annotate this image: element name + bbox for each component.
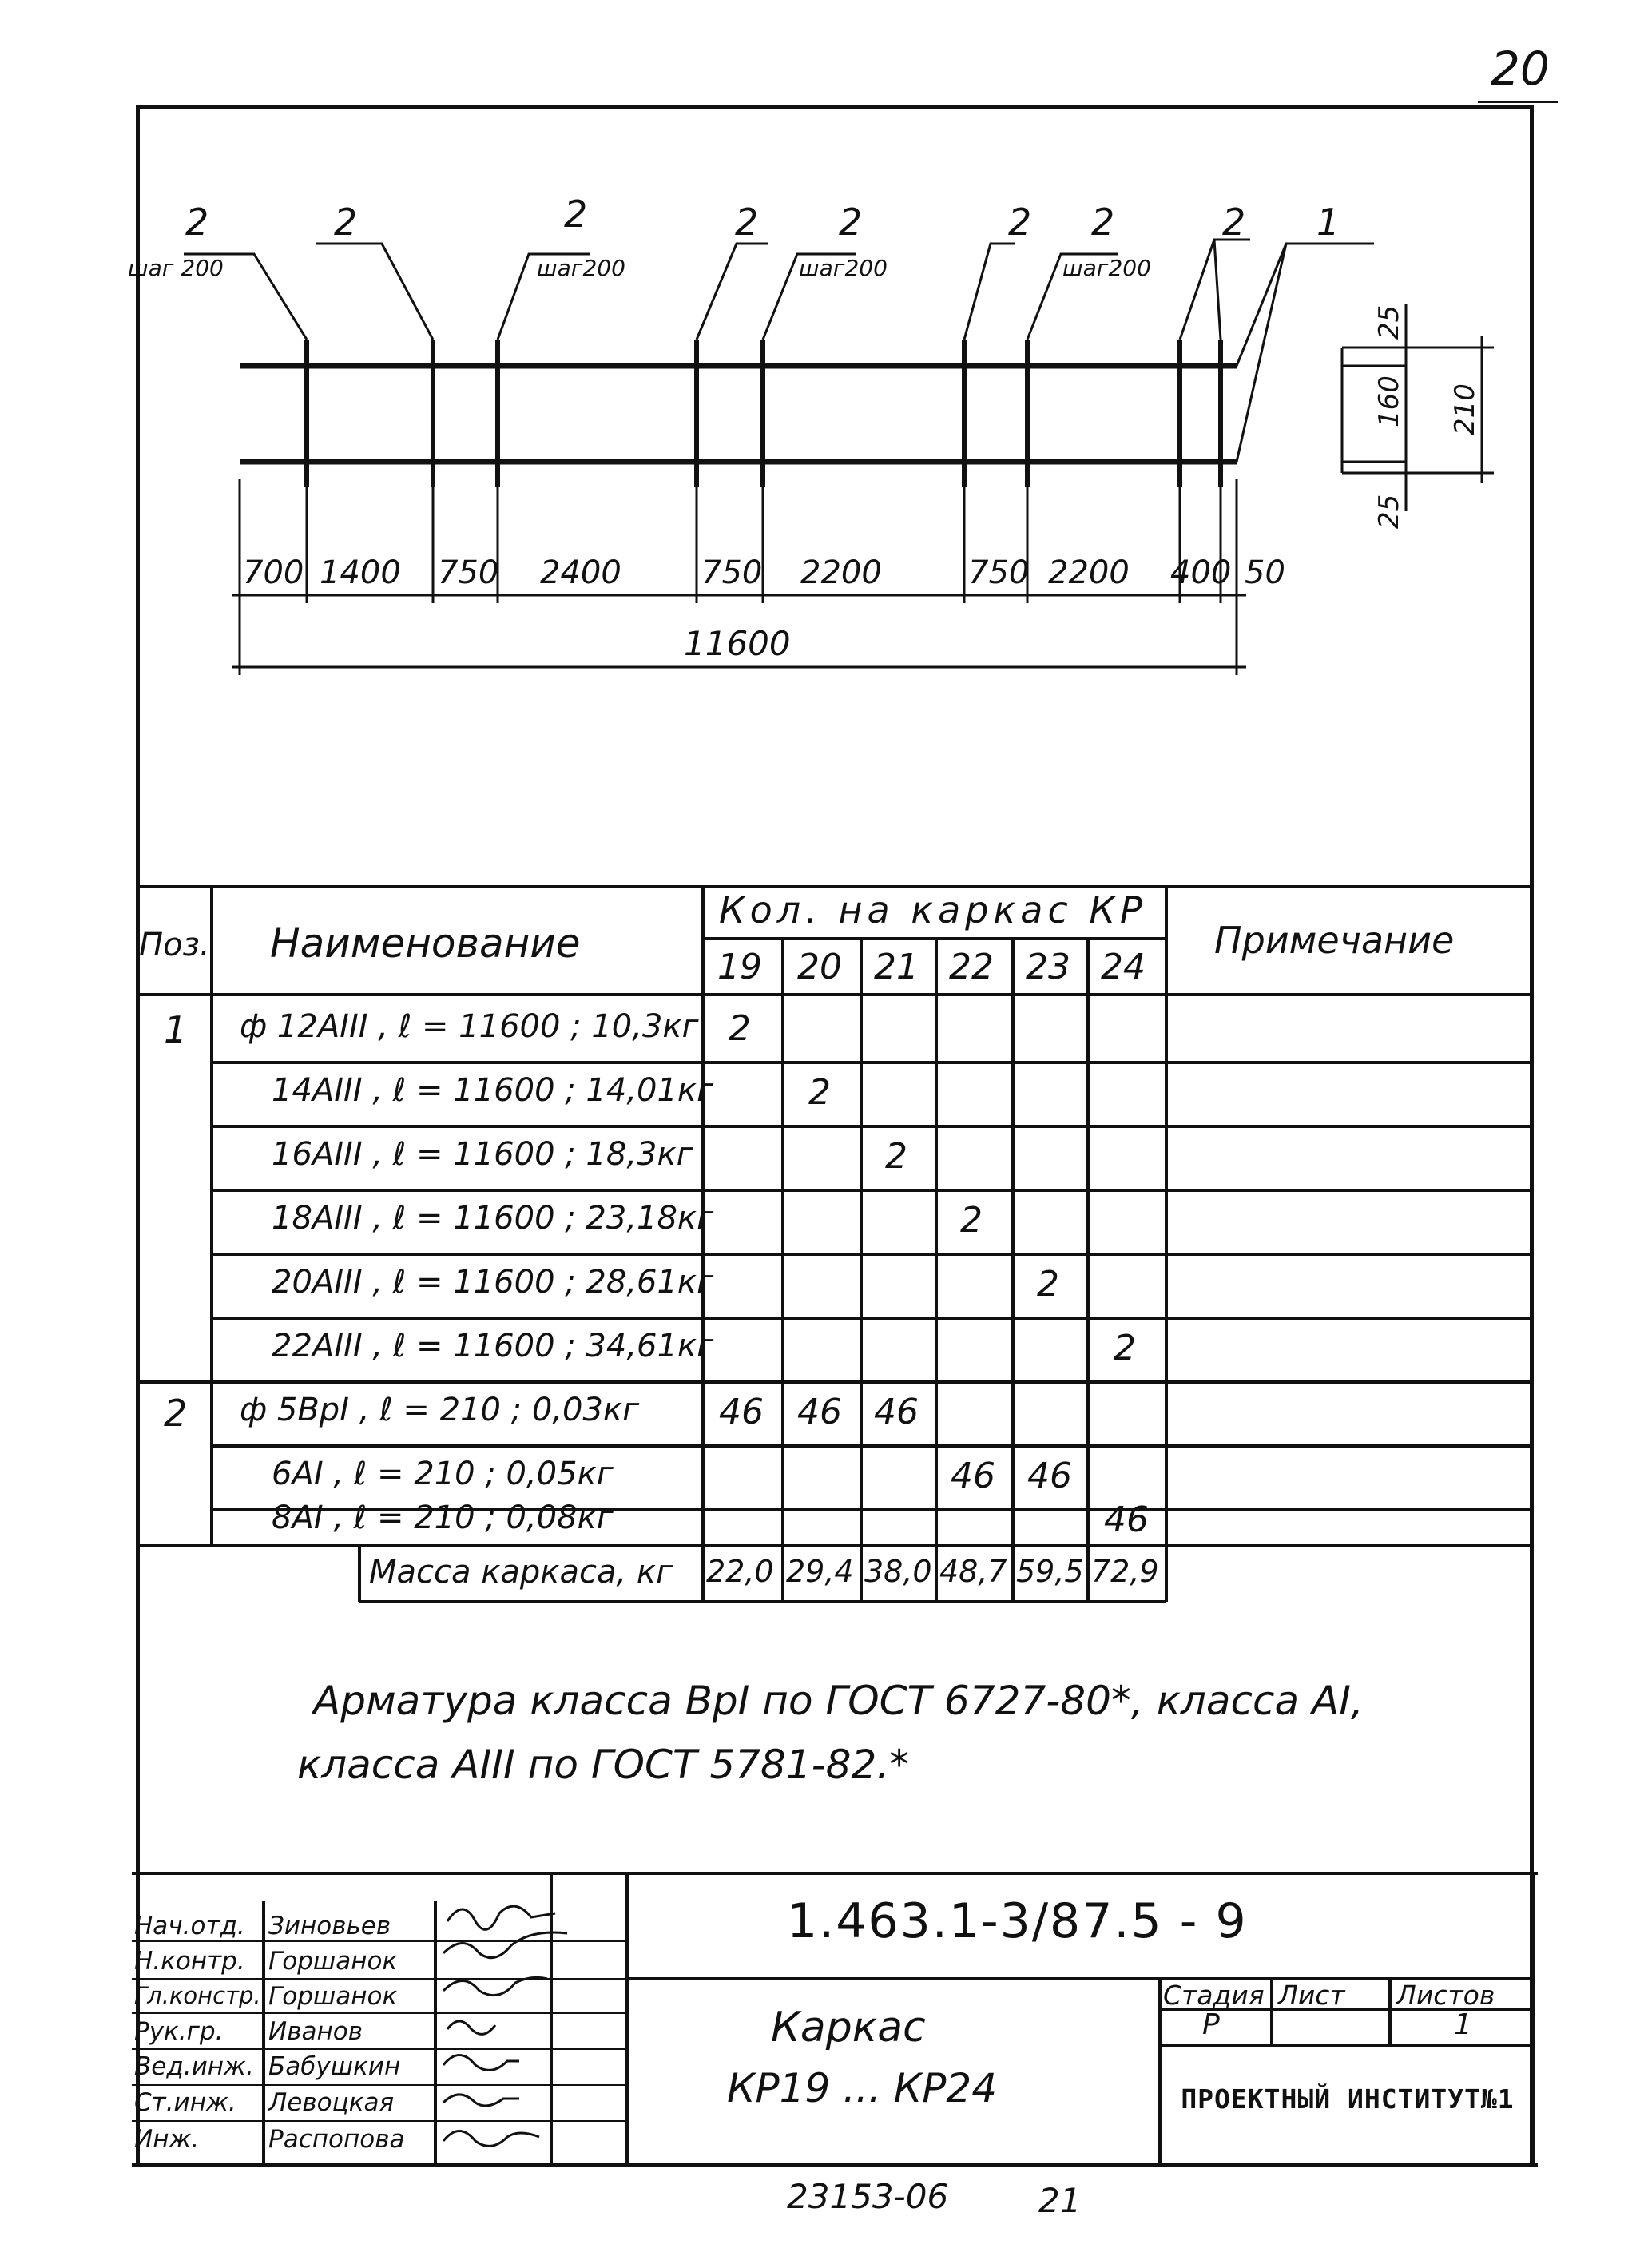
- callout-pos: 1: [1316, 201, 1340, 244]
- row-name: 8АI , ℓ = 210 ; 0,08кг: [272, 1499, 614, 1536]
- qty-col-21: 21: [874, 947, 919, 987]
- dim-label: 700: [243, 554, 304, 591]
- header-name: Наименование: [270, 920, 581, 967]
- row-qty: 2: [1037, 1264, 1059, 1305]
- mass-label: Масса каркаса, кг: [369, 1554, 673, 1591]
- qty-col-22: 22: [949, 947, 994, 987]
- row-name: 22АIII , ℓ = 11600 ; 34,61кг: [272, 1328, 714, 1364]
- row-pos: 2: [164, 1392, 188, 1435]
- row-name: 6АI , ℓ = 210 ; 0,05кг: [272, 1456, 614, 1492]
- organization: ПРОЕКТНЫЙ ИНСТИТУТ№1: [1181, 2083, 1515, 2115]
- row-qty: 46: [951, 1456, 995, 1496]
- sheets-value: 1: [1454, 2008, 1472, 2041]
- section-dim-top: 25: [1373, 304, 1405, 340]
- callout-step: шаг200: [799, 255, 888, 281]
- callout-pos: 2: [1008, 201, 1032, 244]
- staff-role: Рук.гр.: [134, 2017, 224, 2046]
- signatures: [443, 1906, 567, 2146]
- staff-role: Гл.констр.: [134, 1982, 261, 2009]
- note-line-2: класса АIII по ГОСТ 5781-82.*: [297, 1742, 910, 1788]
- stage-value: Р: [1202, 2008, 1220, 2041]
- section-dim-mid: 160: [1373, 375, 1405, 427]
- row-qty: 46: [874, 1392, 919, 1432]
- row-qty: 46: [719, 1392, 764, 1432]
- row-name: ф 5ВрI , ℓ = 210 ; 0,03кг: [240, 1392, 640, 1428]
- header-qty-group: Кол. на каркас КР: [719, 888, 1147, 931]
- drawing-title-line-2: КР19 ... КР24: [727, 2065, 998, 2111]
- row-qty: 2: [960, 1200, 983, 1241]
- mass-value: 59,5: [1016, 1554, 1084, 1589]
- dim-label: 2200: [1048, 554, 1130, 591]
- row-name: 14АIII , ℓ = 11600 ; 14,01кг: [272, 1072, 714, 1109]
- qty-col-20: 20: [797, 947, 842, 987]
- sheets-label: Листов: [1396, 1980, 1495, 2011]
- qty-col-24: 24: [1101, 947, 1146, 987]
- header-pos: Поз.: [139, 927, 210, 963]
- callout-pos: 2: [1222, 201, 1246, 244]
- staff-role: Н.контр.: [134, 1947, 245, 1976]
- dim-label: 1400: [320, 554, 401, 591]
- row-name: 20АIII , ℓ = 11600 ; 28,61кг: [272, 1264, 714, 1301]
- dim-label: 750: [701, 554, 763, 591]
- note-line-1: Арматура класса ВрI по ГОСТ 6727-80*, класса АI,: [313, 1678, 1364, 1724]
- staff-name: Горшанок: [268, 1982, 398, 2011]
- staff-role: Нач.отд.: [134, 1912, 245, 1940]
- staff-role: Ст.инж.: [134, 2088, 236, 2117]
- drawing-title-line-1: Каркас: [771, 2004, 926, 2052]
- row-qty: 46: [1027, 1456, 1072, 1496]
- callout-pos: 2: [735, 201, 759, 244]
- callout-step: шаг 200: [128, 255, 224, 281]
- staff-role: Инж.: [134, 2125, 200, 2154]
- callout-pos: 2: [839, 201, 863, 244]
- callout-pos: 2: [185, 201, 209, 244]
- dim-label: 750: [968, 554, 1030, 591]
- footer-number: 23153-06: [787, 2177, 949, 2216]
- callout-step: шаг200: [537, 255, 625, 281]
- total-length-label: 11600: [684, 624, 791, 663]
- mass-value: 72,9: [1091, 1554, 1159, 1589]
- dim-label: 2400: [540, 554, 621, 591]
- callout-pos: 2: [334, 201, 358, 244]
- dim-label: 50: [1245, 554, 1285, 591]
- row-qty: 46: [797, 1392, 842, 1432]
- staff-name: Левоцкая: [268, 2088, 395, 2117]
- dim-label: 400: [1170, 554, 1232, 591]
- mass-value: 48,7: [939, 1554, 1007, 1589]
- mass-value: 29,4: [786, 1554, 854, 1589]
- callout-step: шаг200: [1062, 255, 1151, 281]
- staff-role: Вед.инж.: [134, 2052, 254, 2081]
- sheet-label: Лист: [1278, 1980, 1345, 2011]
- designation: 1.463.1-3/87.5 - 9: [787, 1893, 1248, 1949]
- callout-pos: 2: [564, 193, 588, 236]
- row-qty: 46: [1104, 1499, 1149, 1540]
- staff-name: Зиновьев: [268, 1912, 391, 1940]
- section-dim-bottom: 25: [1373, 494, 1405, 529]
- row-name: 18АIII , ℓ = 11600 ; 23,18кг: [272, 1200, 714, 1237]
- staff-name: Распопова: [268, 2125, 405, 2154]
- mass-value: 22,0: [706, 1554, 774, 1589]
- qty-col-19: 19: [717, 947, 762, 987]
- row-name: 16АIII , ℓ = 11600 ; 18,3кг: [272, 1136, 693, 1173]
- stage-label: Стадия: [1163, 1980, 1265, 2011]
- callout-pos: 2: [1091, 201, 1115, 244]
- row-qty: 2: [729, 1008, 751, 1049]
- staff-name: Горшанок: [268, 1947, 398, 1976]
- corner-sheet-number: 20: [1491, 42, 1550, 96]
- qty-col-23: 23: [1026, 947, 1070, 987]
- section-dim-overall: 210: [1449, 383, 1481, 435]
- dim-label: 750: [438, 554, 499, 591]
- mass-value: 38,0: [864, 1554, 932, 1589]
- footer-page: 21: [1038, 2181, 1082, 2220]
- staff-name: Бабушкин: [268, 2052, 401, 2081]
- row-pos: 1: [164, 1008, 188, 1051]
- row-qty: 2: [1114, 1328, 1136, 1368]
- dim-label: 2200: [800, 554, 882, 591]
- header-note: Примечание: [1214, 919, 1455, 962]
- row-name: ф 12АIII , ℓ = 11600 ; 10,3кг: [240, 1008, 699, 1045]
- staff-name: Иванов: [268, 2017, 363, 2046]
- row-qty: 2: [885, 1136, 907, 1177]
- row-qty: 2: [808, 1072, 831, 1113]
